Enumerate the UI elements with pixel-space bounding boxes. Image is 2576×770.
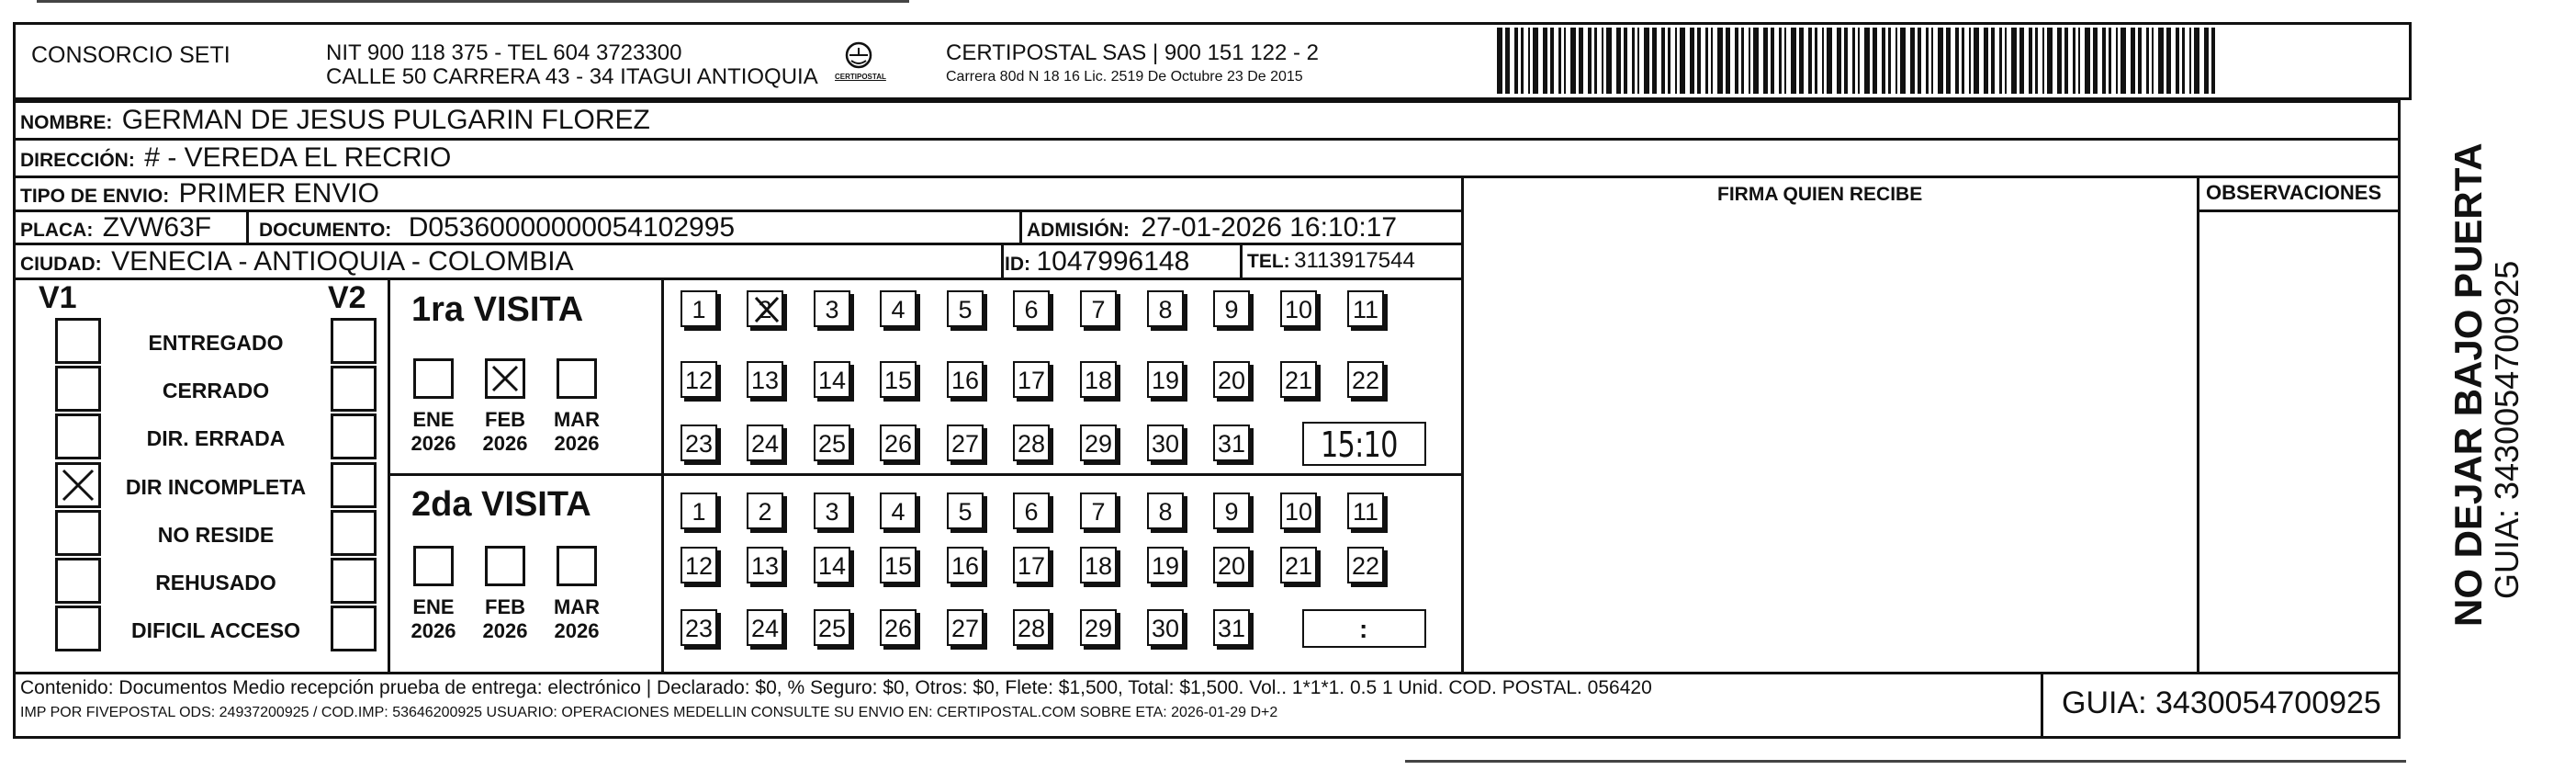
day-box[interactable] — [1347, 361, 1384, 398]
month-checkbox-mar[interactable] — [557, 546, 597, 586]
day-number: 1 — [692, 296, 706, 323]
month-year: 2026 — [554, 432, 600, 455]
day-box[interactable] — [947, 361, 984, 398]
month-name: MAR — [553, 408, 601, 431]
month-checkbox-feb[interactable] — [485, 546, 525, 586]
day-box[interactable] — [880, 361, 917, 398]
day-number: 11 — [1352, 498, 1379, 526]
day-number: 4 — [891, 296, 906, 323]
v1-checkbox[interactable] — [55, 366, 101, 412]
second-visit-time: : — [1359, 615, 1368, 643]
scan-stroke-top — [37, 0, 909, 3]
v2-checkbox[interactable] — [331, 510, 377, 556]
status-label: CERRADO — [162, 379, 270, 402]
month-year: 2026 — [482, 432, 528, 455]
first-visit-title: 1ra VISITA — [411, 290, 584, 329]
day-box-marked[interactable] — [747, 290, 783, 327]
tipo-value: PRIMER ENVIO — [178, 178, 380, 209]
id-label: ID: — [1005, 254, 1030, 275]
observaciones-label: OBSERVACIONES — [2206, 181, 2382, 204]
day-box[interactable] — [747, 425, 783, 461]
day-number: 14 — [817, 367, 847, 394]
status-label: DIR. ERRADA — [146, 426, 286, 450]
day-box[interactable] — [880, 547, 917, 583]
day-box[interactable] — [880, 493, 917, 529]
month-checkbox-mar[interactable] — [557, 358, 597, 399]
day-box[interactable] — [880, 609, 917, 646]
v1-label: V1 — [39, 280, 77, 315]
day-number: 15 — [883, 367, 913, 394]
day-number: 11 — [1352, 296, 1379, 323]
day-box[interactable] — [747, 609, 783, 646]
day-box[interactable] — [1013, 493, 1050, 529]
v1-checkbox-checked[interactable] — [55, 462, 101, 508]
day-number: 10 — [1284, 498, 1313, 526]
day-number: 22 — [1351, 367, 1380, 394]
ciudad-row — [20, 248, 574, 276]
month-year: 2026 — [554, 619, 600, 642]
placa-value: ZVW63F — [102, 212, 212, 243]
day-box[interactable] — [947, 425, 984, 461]
day-number: 18 — [1084, 367, 1113, 394]
day-number: 28 — [1017, 430, 1046, 458]
day-number: 27 — [951, 430, 980, 458]
month-name: FEB — [485, 408, 525, 431]
day-box[interactable] — [1280, 547, 1317, 583]
second-visit-time-box[interactable] — [1302, 609, 1426, 648]
day-number: 16 — [951, 552, 980, 580]
day-box[interactable] — [1347, 547, 1384, 583]
day-box[interactable] — [1347, 493, 1384, 529]
col-divider — [1240, 243, 1243, 277]
day-number: 7 — [1091, 296, 1106, 323]
month-name: ENE — [412, 595, 455, 618]
v2-label: V2 — [328, 280, 366, 315]
documento-value: D05360000000054102995 — [408, 212, 736, 243]
first-visit-time: 15:10 — [1321, 425, 1398, 465]
day-box[interactable] — [1147, 361, 1184, 398]
day-number: 4 — [891, 498, 906, 526]
status-label: DIR INCOMPLETA — [125, 475, 307, 499]
day-number: 17 — [1017, 552, 1046, 580]
day-box[interactable] — [880, 290, 917, 327]
day-number: 16 — [951, 367, 980, 394]
day-number: 10 — [1284, 296, 1313, 323]
day-number: 24 — [750, 615, 780, 642]
day-number: 13 — [750, 367, 780, 394]
day-number: 20 — [1217, 552, 1246, 580]
day-number: 7 — [1091, 498, 1106, 526]
day-box[interactable] — [1213, 609, 1250, 646]
v1-checkbox[interactable] — [55, 413, 101, 459]
v2-checkbox[interactable] — [331, 413, 377, 459]
day-box[interactable] — [1013, 425, 1050, 461]
day-number: 3 — [825, 296, 839, 323]
tipo-row — [20, 180, 379, 208]
day-number: 6 — [1024, 498, 1039, 526]
side-warning — [2399, 103, 2525, 746]
nombre-row — [20, 107, 650, 134]
day-box[interactable] — [947, 547, 984, 583]
no-dejar-text: NO DEJAR BAJO PUERTA — [2447, 142, 2490, 627]
placa-label: PLACA: — [20, 220, 94, 241]
v2-checkbox[interactable] — [331, 318, 377, 364]
day-box[interactable] — [681, 547, 717, 583]
day-box[interactable] — [814, 609, 850, 646]
day-box[interactable] — [1347, 290, 1384, 327]
month-year: 2026 — [482, 619, 528, 642]
day-number: 30 — [1151, 615, 1180, 642]
admision-label: ADMISIÓN: — [1027, 220, 1130, 241]
v1-checkbox[interactable] — [55, 510, 101, 556]
col-divider — [1019, 209, 1022, 243]
col-divider — [246, 209, 249, 243]
nombre-label: NOMBRE: — [20, 112, 113, 133]
day-box[interactable] — [1080, 609, 1117, 646]
day-number: 20 — [1217, 367, 1246, 394]
day-box[interactable] — [814, 425, 850, 461]
admision-value: 27-01-2026 16:10:17 — [1141, 212, 1398, 243]
nit-line1: NIT 900 118 375 - TEL 604 3723300 — [326, 40, 682, 65]
day-box[interactable] — [814, 493, 850, 529]
day-box[interactable] — [1280, 361, 1317, 398]
day-box[interactable] — [681, 493, 717, 529]
tipo-label: TIPO DE ENVIO: — [20, 186, 170, 207]
placa-row — [20, 214, 211, 242]
day-number: 23 — [684, 430, 714, 458]
day-number: 25 — [817, 615, 847, 642]
day-number: 21 — [1284, 367, 1313, 394]
day-box[interactable] — [1280, 493, 1317, 529]
day-number: 25 — [817, 430, 847, 458]
barcode-icon — [1497, 28, 2222, 94]
day-box[interactable] — [1213, 425, 1250, 461]
month-checkbox-feb[interactable] — [485, 358, 525, 399]
ciudad-label: CIUDAD: — [20, 254, 102, 275]
day-number: 21 — [1284, 552, 1313, 580]
visit-title-divider — [661, 277, 664, 674]
day-number: 24 — [750, 430, 780, 458]
v2-checkbox[interactable] — [331, 558, 377, 604]
day-box[interactable] — [1280, 290, 1317, 327]
cross-mark-icon — [750, 292, 783, 336]
status-label: NO RESIDE — [157, 523, 275, 547]
day-box[interactable] — [1080, 425, 1117, 461]
documento-row — [259, 214, 735, 242]
v2-checkbox[interactable] — [331, 366, 377, 412]
day-box[interactable] — [681, 361, 717, 398]
day-box[interactable] — [747, 493, 783, 529]
status-label: ENTREGADO — [148, 331, 284, 355]
day-number: 30 — [1151, 430, 1180, 458]
firma-label: FIRMA QUIEN RECIBE — [1717, 184, 1923, 205]
col-divider — [1001, 243, 1004, 277]
day-box[interactable] — [681, 290, 717, 327]
month-name: FEB — [485, 595, 525, 618]
row-divider — [13, 277, 1464, 280]
documento-label: DOCUMENTO: — [259, 220, 392, 241]
month-name: ENE — [412, 408, 455, 431]
day-number: 6 — [1024, 296, 1039, 323]
day-number: 1 — [692, 498, 706, 526]
day-box[interactable] — [1147, 547, 1184, 583]
day-box[interactable] — [1147, 290, 1184, 327]
month-year: 2026 — [411, 432, 456, 455]
day-box[interactable] — [880, 425, 917, 461]
day-number: 9 — [1224, 498, 1239, 526]
status-right-divider — [388, 277, 390, 674]
day-number: 9 — [1224, 296, 1239, 323]
visit-mid-divider — [388, 473, 1462, 476]
day-box[interactable] — [1213, 493, 1250, 529]
row-divider — [2199, 209, 2401, 212]
day-box[interactable] — [681, 609, 717, 646]
day-number: 28 — [1017, 615, 1046, 642]
certipostal-line2: Carrera 80d N 18 16 Lic. 2519 De Octubre 23 De 2015 — [946, 69, 1303, 85]
company-name: CONSORCIO SETI — [31, 42, 231, 68]
month-year: 2026 — [411, 619, 456, 642]
day-box[interactable] — [1213, 361, 1250, 398]
admision-row — [1027, 214, 1397, 242]
day-number: 23 — [684, 615, 714, 642]
certipostal-logo-icon — [831, 40, 886, 86]
day-number: 26 — [883, 430, 913, 458]
month-checkbox-ene[interactable] — [413, 546, 454, 586]
day-number: 15 — [883, 552, 913, 580]
day-box[interactable] — [1013, 609, 1050, 646]
direccion-value: # - VEREDA EL RECRIO — [144, 142, 452, 173]
day-box[interactable] — [1080, 547, 1117, 583]
day-number: 2 — [758, 498, 772, 526]
day-box[interactable] — [1147, 425, 1184, 461]
row-divider — [13, 243, 1464, 245]
day-number: 26 — [883, 615, 913, 642]
day-number: 29 — [1084, 430, 1113, 458]
status-label: REHUSADO — [155, 571, 276, 594]
footer-guia: GUIA: 3430054700925 — [2062, 685, 2381, 720]
day-number: 19 — [1151, 552, 1180, 580]
ciudad-value: VENECIA - ANTIOQUIA - COLOMBIA — [111, 246, 574, 277]
day-number: 2 — [758, 296, 772, 323]
logo-text: CERTIPOSTAL — [835, 73, 886, 81]
day-box[interactable] — [681, 425, 717, 461]
day-box[interactable] — [1213, 290, 1250, 327]
day-number: 17 — [1017, 367, 1046, 394]
day-box[interactable] — [947, 609, 984, 646]
direccion-label: DIRECCIÓN: — [20, 150, 135, 171]
day-number: 5 — [958, 296, 973, 323]
day-number: 8 — [1158, 498, 1173, 526]
day-number: 14 — [817, 552, 847, 580]
tel-row — [1247, 250, 1415, 272]
tel-label: TEL: — [1247, 251, 1290, 272]
visit-right-divider — [1461, 277, 1464, 674]
footer-line2: IMP POR FIVEPOSTAL ODS: 24937200925 / COD.IMP: 53646200925 USUARIO: OPERACIONES MEDELLIN CONSULTE SU ENVIO EN: CERTIPOSTAL.COM SOBRE ETA: 2026-01-29 D+2 — [20, 705, 1278, 720]
nombre-value: GERMAN DE JESUS PULGARIN FLOREZ — [121, 105, 650, 135]
day-number: 12 — [684, 552, 714, 580]
direccion-row — [20, 144, 451, 172]
day-box[interactable] — [1013, 290, 1050, 327]
day-number: 3 — [825, 498, 839, 526]
day-box[interactable] — [1080, 361, 1117, 398]
day-box[interactable] — [947, 493, 984, 529]
row-divider — [13, 138, 2401, 141]
day-box[interactable] — [814, 290, 850, 327]
day-number: 13 — [750, 552, 780, 580]
day-number: 22 — [1351, 552, 1380, 580]
day-number: 19 — [1151, 367, 1180, 394]
day-number: 27 — [951, 615, 980, 642]
day-box[interactable] — [814, 361, 850, 398]
footer-guia-divider — [2041, 672, 2043, 739]
day-number: 31 — [1217, 615, 1246, 642]
v1-checkbox[interactable] — [55, 606, 101, 651]
day-number: 29 — [1084, 615, 1113, 642]
tel-value: 3113917544 — [1294, 248, 1415, 273]
certipostal-line1: CERTIPOSTAL SAS | 900 151 122 - 2 — [946, 40, 1319, 65]
v1-checkbox[interactable] — [55, 558, 101, 604]
id-value: 1047996148 — [1036, 246, 1190, 277]
footer-line1: Contenido: Documentos Medio recepción prueba de entrega: electrónico | Declarado: $0, % Seguro: $0, Otros: $0, Flete: $1,500, Total: $1,500. Vol.. 1*1*1. 0.5 1 Unid. COD. POSTAL. 056420 — [20, 677, 1652, 698]
v2-checkbox[interactable] — [331, 462, 377, 508]
v2-checkbox[interactable] — [331, 606, 377, 651]
first-visit-time-box[interactable] — [1302, 422, 1426, 466]
day-box[interactable] — [1013, 361, 1050, 398]
day-box[interactable] — [1147, 493, 1184, 529]
scan-stroke-bottom — [1405, 760, 2406, 763]
second-visit-title: 2da VISITA — [411, 485, 591, 524]
side-guia-text: GUIA: 3430054700925 — [2488, 260, 2525, 599]
day-box[interactable] — [1147, 609, 1184, 646]
day-number: 18 — [1084, 552, 1113, 580]
month-checkbox-ene[interactable] — [413, 358, 454, 399]
day-box[interactable] — [1213, 547, 1250, 583]
v1-checkbox[interactable] — [55, 318, 101, 364]
nit-line2: CALLE 50 CARRERA 43 - 34 ITAGUI ANTIOQUIA — [326, 64, 818, 89]
day-number: 12 — [684, 367, 714, 394]
status-label: DIFICIL ACCESO — [130, 618, 300, 642]
day-box[interactable] — [747, 361, 783, 398]
id-row — [1005, 248, 1189, 276]
day-box[interactable] — [1080, 290, 1117, 327]
day-box[interactable] — [1013, 547, 1050, 583]
day-number: 31 — [1217, 430, 1246, 458]
day-box[interactable] — [1080, 493, 1117, 529]
day-box[interactable] — [747, 547, 783, 583]
day-number: 8 — [1158, 296, 1173, 323]
day-number: 5 — [958, 498, 973, 526]
col-divider — [2197, 176, 2199, 674]
day-box[interactable] — [814, 547, 850, 583]
month-name: MAR — [553, 595, 601, 618]
day-box[interactable] — [947, 290, 984, 327]
